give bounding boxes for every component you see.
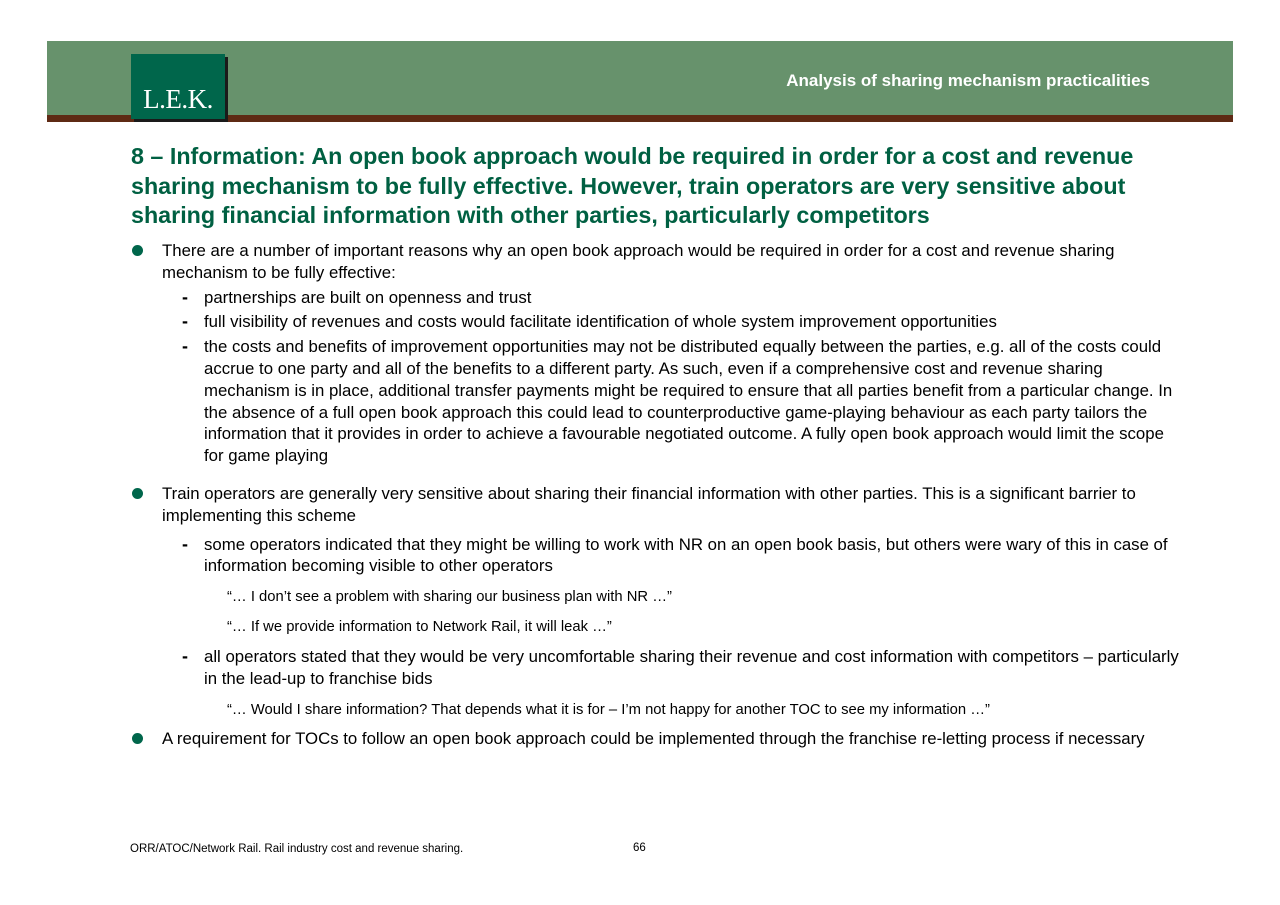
dash-icon: -	[182, 646, 188, 667]
bullet-item	[131, 483, 1181, 527]
bullet-dot-icon	[132, 245, 143, 256]
dash-icon: -	[182, 533, 188, 554]
bullet-text: There are a number of important reasons why an open book approach would be required in order for a cost and revenue sharing mechanism to be fully effective:	[162, 241, 1115, 282]
dash-icon: -	[182, 286, 188, 307]
bullet-item	[131, 240, 1181, 284]
sub-bullet	[131, 646, 1181, 690]
bullet-text: A requirement for TOCs to follow an open book approach could be implemented through the franchise re-letting process if necessary	[162, 728, 1145, 748]
bullet-dot-icon	[132, 733, 143, 744]
dash-icon: -	[182, 311, 188, 332]
sub-bullet	[131, 287, 1181, 309]
quote: “… Would I share information? That depends what it is for – I’m not happy for another TOC to see my information …”	[227, 701, 990, 718]
sub-bullet	[131, 311, 1181, 333]
dash-icon: -	[182, 336, 188, 357]
quote: “… I don’t see a problem with sharing our business plan with NR …”	[227, 589, 672, 606]
bullet-item	[131, 728, 1181, 750]
slide-body	[131, 240, 1181, 750]
footer-source: ORR/ATOC/Network Rail. Rail industry cost and revenue sharing.	[130, 843, 464, 855]
sub-bullet-text: all operators stated that they would be very uncomfortable sharing their revenue and cost information with competitors – particularly in the lead-up to franchise bids	[204, 647, 1179, 688]
slide-headline: 8 – Information: An open book approach would be required in order for a cost and revenue sharing mechanism to be fully effective. However, train operators are very sensitive about sharing financial information with other parties, particularly competitors	[131, 143, 1134, 228]
section-title: Analysis of sharing mechanism practicalities	[786, 71, 1150, 90]
logo-text: L.E.K.	[143, 84, 213, 114]
bullet-dot-icon	[132, 488, 143, 499]
bullet-text: Train operators are generally very sensitive about sharing their financial information with other parties. This is a significant barrier to implementing this scheme	[162, 483, 1136, 525]
sub-bullet-text: full visibility of revenues and costs would facilitate identification of whole system improvement opportunities	[204, 312, 997, 332]
sub-bullet	[131, 336, 1181, 467]
quote: “… If we provide information to Network Rail, it will leak …”	[227, 619, 612, 636]
lek-logo	[131, 54, 225, 119]
sub-bullet-text: partnerships are built on openness and trust	[204, 287, 532, 307]
sub-bullet-text: some operators indicated that they might be willing to work with NR on an open book basis, but others were wary of this in case of information becoming visible to other operators	[204, 534, 1168, 576]
sub-bullet-text: the costs and benefits of improvement opportunities may not be distributed equally between the parties, e.g. all of the costs could accrue to one party and all of the benefits to a different party. As such, even if a comprehensive cost and revenue sharing mechanism is in place, additional transfer payments might be required to ensure that all parties benefit from a particular change. In the absence of a full open book approach this could lead to counterproductive game-playing behaviour as each party tailors the information that it provides in order to achieve a favourable negotiated outcome. A fully open book approach would limit the scope for game playing	[204, 337, 1173, 466]
sub-bullet	[131, 534, 1181, 578]
page-number: 66	[633, 842, 646, 854]
